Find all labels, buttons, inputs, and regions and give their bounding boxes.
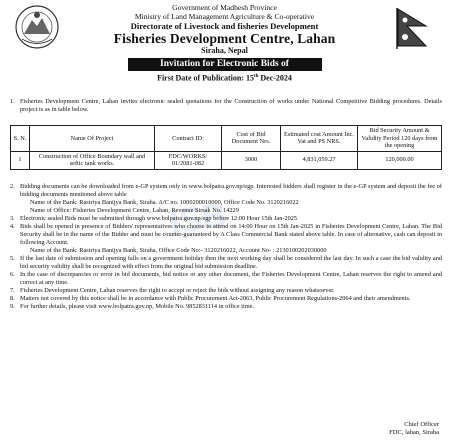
cell-contract: FDC/WORKS/ 01/2081-082 bbox=[155, 151, 222, 169]
item-text: Matters not covered by this notice shall be in accordance with Public Procurement Act-2063, Public Procurement Regulations-2064 and their amendments. bbox=[20, 295, 411, 302]
cell-cost: 3000 bbox=[222, 151, 281, 169]
item-text: In the case of discrepancies or error in bid documents, bid notice or any other document, the Fisheries Development Centre, Lahan reserves the right to amend and correct at any time. bbox=[20, 271, 442, 286]
item-number: 1. bbox=[10, 98, 15, 105]
col-estimate: Estimated cost Amount Inc. Vat and PS NRS. bbox=[281, 126, 358, 152]
notice-item bbox=[10, 255, 442, 271]
notice-subline bbox=[10, 207, 442, 215]
notice-item bbox=[10, 287, 442, 295]
directorate-name: Directorate of Livestock and fisheries Development bbox=[130, 21, 319, 31]
location: Siraha, Nepal bbox=[201, 46, 248, 55]
notice-item bbox=[10, 271, 442, 287]
pub-date-label: First Date of Publication: 15 bbox=[157, 73, 254, 83]
item-text: Fisheries Development Centre, Lahan reserves the right to accept or reject the bids without assigning any reason whatsoever. bbox=[20, 287, 335, 294]
signature-block bbox=[389, 421, 439, 437]
col-cost: Cost of Bid Document Nrs. bbox=[222, 126, 281, 152]
notice-subline bbox=[10, 247, 442, 255]
publication-date bbox=[0, 71, 449, 84]
item-number: 4. bbox=[10, 223, 15, 230]
notice-header bbox=[0, 0, 449, 84]
item-text: Electronic sealed Bids must be submitted through www.bolpatra.gov.np/egp before 12:00 Hour 15th Jan-2025 bbox=[20, 215, 298, 222]
notice-item bbox=[10, 215, 442, 223]
notice-subline bbox=[10, 199, 442, 207]
item-text: Name of Office: Fisheries Development Centre, Lahan, Revenue Sirsak No. 14229 bbox=[30, 207, 239, 214]
nepal-flag-icon bbox=[394, 6, 432, 50]
signatory-office: FDC, lahan, Siraha bbox=[389, 429, 439, 436]
item-number: 6. bbox=[10, 271, 15, 278]
notice-items bbox=[10, 183, 442, 311]
item-text: Fisheries Development Centre, Lahan invites electronic sealed quotations for the Construction of works under National Competitive Bidding procedures. Details project is as in table below. bbox=[20, 98, 442, 113]
pub-date-suffix: th bbox=[253, 74, 259, 79]
notice-banner: Invitation for Electronic Bids of bbox=[128, 58, 322, 71]
item-number: 5. bbox=[10, 255, 15, 262]
government-name: Government of Madhesh Province bbox=[172, 3, 277, 12]
item-text: For further details, please visit www.bolpatra.gov.np, Mobile No. 9852831114 in office time. bbox=[20, 303, 254, 310]
notice-item bbox=[10, 295, 442, 303]
cell-project: Construction of Office Boundary wall and seftic tank works. bbox=[30, 151, 155, 169]
table-header-row bbox=[11, 126, 442, 152]
item-text: Name of the Bank: Rastriya Banijya Bank, Siraha. A/C no. 1000200010000, Office Code No. 3120216022 bbox=[30, 199, 299, 206]
item-number: 7. bbox=[10, 287, 15, 294]
intro-paragraph bbox=[10, 98, 442, 114]
pub-date-month: Dec-2024 bbox=[258, 73, 292, 83]
item-number: 9. bbox=[10, 303, 15, 310]
col-contract: Contract ID: bbox=[155, 126, 222, 152]
cell-security: 120,000.00 bbox=[358, 151, 442, 169]
col-security: Bid Security Amount & Validity Period 120 days from the opening bbox=[358, 126, 442, 152]
col-project: Name Of Project bbox=[30, 126, 155, 152]
government-emblem-icon bbox=[14, 4, 60, 50]
notice-item bbox=[10, 223, 442, 247]
item-text: Name of the Bank: Rastriya Banijya Bank, Siraha, Office Code No:- 3120216022, Account No- : 2130100202030000 bbox=[30, 247, 327, 254]
item-number: 2. bbox=[10, 183, 15, 190]
table-row bbox=[11, 151, 442, 169]
item-number: 3. bbox=[10, 215, 15, 222]
notice-item bbox=[10, 183, 442, 199]
col-sn: S. N. bbox=[11, 126, 30, 152]
ministry-name: Ministry of Land Management Agriculture & Co-operative bbox=[134, 12, 315, 21]
item-text: If the last date of submission and opening falls on a government holiday then the next working day shall be considered the last day. In such a case the bid validity and bid security validity shall be recognized with effect from the original bid submission deadline. bbox=[20, 255, 442, 270]
watermark: ISB bbox=[167, 196, 229, 242]
item-text: Bidding documents can be downloaded from e-GP system only in www.bolpatra.gov.np/egp. Interested bidders shall register in the e-GP system and deposit the fee of bidding documents mentioned above table bbox=[20, 183, 442, 198]
centre-name: Fisheries Development Centre, Lahan bbox=[113, 31, 336, 46]
signatory-title: Chief Officer bbox=[404, 421, 439, 428]
cell-sn: 1 bbox=[11, 151, 30, 169]
notice-item bbox=[10, 303, 442, 311]
cell-estimate: 4,831,059.27 bbox=[281, 151, 358, 169]
item-text: Bids shall be opened in presence of Bidders' representatives who choose to attend on 14:00 Hour on 15th Jan-2025 in Fisheries Development Centre, Lahan. The Bid Security shall be in the name of the Bidder and must be counter-guaranteed by A Class Commercial Bank stated above table. In case of alternative, cash can deposit in following Account. bbox=[20, 223, 442, 246]
bid-table bbox=[10, 125, 442, 170]
item-number: 8. bbox=[10, 295, 15, 302]
